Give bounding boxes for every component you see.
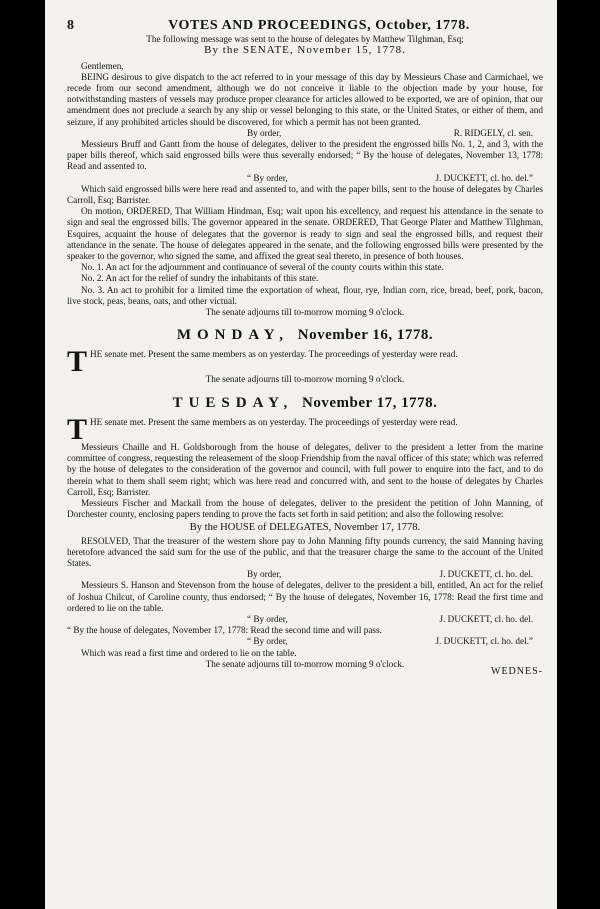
list-item: No. 2. An act for the relief of sundry the inhabitants of this state. — [81, 273, 319, 284]
tuesday-paragraph — [67, 412, 543, 446]
message-line: The following message was sent to the house of delegates by Matthew Tilghman, Esq; — [146, 34, 464, 45]
monday-text: HE senate met. Present the same members as on yesterday. The proceedings of yesterday were read. — [90, 349, 458, 360]
paragraph: Messieurs Chaille and H. Goldsborough from the house of delegates, deliver to the president a letter from the marine committee of congress, requesting the releasement of the sloop Friendship from the naval officer of this state; which was referred by the house of delegates to the consideration of the governor and council, with full power to enquire into the fact, and to do therein what to them shall seem right; which was here read and concurred with, and sent to the house of delegates by Charles Carroll, Esq; Barrister. — [67, 441, 543, 497]
by-order: “ By order, — [247, 613, 288, 624]
day-date: November 16, 1778. — [297, 327, 434, 344]
signature: J. DUCKETT, cl. ho. del.” — [435, 636, 533, 647]
paragraph: Messieurs S. Hanson and Stevenson from the house of delegates, deliver to the president a bill, entitled, An act for the relief of Joshua Chilcut, of Caroline county, thus endorsed; “ By the house of delegates, November 16, 1778: Read the first time and ordered to lie on the table. — [67, 580, 543, 613]
paragraph: Messieurs Fischer and Mackall from the house of delegates, deliver to the president the petition of John Manning, of Dorchester county, enclosing papers tending to prove the facts set forth in said petition; and also the following resolve: — [67, 497, 543, 520]
day-heading-monday — [67, 327, 543, 344]
drop-cap: T — [67, 345, 88, 379]
page-header — [67, 20, 543, 31]
document-page — [45, 0, 557, 909]
signature-line — [67, 636, 543, 647]
day-name: TUESDAY, — [172, 394, 294, 411]
tuesday-text: HE senate met. Present the same members as on yesterday. The proceedings of yesterday were read. — [90, 416, 458, 427]
by-order: “ By order, — [247, 172, 288, 183]
signature: R. RIDGELY, cl. sen. — [453, 127, 533, 138]
signature: J. DUCKETT, cl. ho. del. — [439, 569, 533, 580]
paragraph: Which was read a first time and ordered to lie on the table. — [81, 647, 297, 658]
paragraph: “ By the house of delegates, November 17, 1778: Read the second time and will pass. — [67, 625, 382, 636]
adjourn-line: The senate adjourns till to-morrow morning 9 o'clock. — [205, 658, 405, 669]
motion-paragraph: On motion, ORDERED, That William Hindman, Esq; wait upon his excellency, and request his attendance in the senate to sign and seal the engrossed bills. The governor appeared in the senate. ORDERED, That George Plater and Matthew Tilghman, Esquires, acquaint the house of delegates that the governor is ready to sign and seal the engrossed bills, and request their attendance in the senate. The house of delegates appeared in the senate, and the following engrossed bills were presented by the speaker to the governor, who signed the same, and affixed the great seal thereto, in presence of both houses. — [67, 206, 543, 262]
list-item: No. 3. An act to prohibit for a limited time the exportation of wheat, flour, rye, Indian corn, rice, bread, beef, pork, bacon, live stock, peas, beans, oats, and other victual. — [67, 284, 543, 306]
by-order: “ By order, — [247, 636, 288, 647]
signature: J. DUCKETT, cl. ho. del. — [439, 613, 533, 624]
assent-paragraph: Which said engrossed bills were here read and assented to, and with the paper bills, sent to the house of delegates by Charles Carroll, Esq; Barrister. — [67, 183, 543, 206]
monday-paragraph — [67, 345, 543, 379]
resolve-paragraph: RESOLVED, That the treasurer of the western shore pay to John Manning fifty pounds currency, the said Manning having heretofore advanced the said sum for the use of the public, and that the treasurer charge the same to the account of the United States. — [67, 535, 543, 568]
signature-line — [67, 614, 543, 625]
by-order: By order, — [247, 127, 282, 138]
bills-paragraph: Messieurs Bruff and Gantt from the house of delegates, deliver to the president the engrossed bills No. 1, 2, and 3, with the paper bills thereof, which said engrossed bills were thus severally endorsed; “ By the house of delegates, November 13, 1778: Read and assented to. — [67, 139, 543, 172]
day-name: MONDAY, — [176, 327, 290, 344]
signature-line — [67, 128, 543, 139]
drop-cap: T — [67, 412, 88, 446]
page-number: 8 — [67, 18, 75, 33]
signature-line — [67, 173, 543, 184]
catchword: WEDNES- — [491, 665, 543, 677]
adjourn-line: The senate adjourns till to-morrow morning 9 o'clock. — [205, 374, 405, 385]
day-heading-tuesday — [67, 394, 543, 411]
letter-body: BEING desirous to give dispatch to the act referred to in your message of this day by Messieurs Chase and Carmichael, we recede from our second amendment, although we do not conceive it liable to the objection made by your house, for notwithstanding masters of vessels may produce proper clearance for articles allowed to be exported, we are of opinion, that our amendment does not preclude a search by any ship or vessel belonging to this state, or the United States, or either of them, and seizure, if any prohibited articles should be discovered, for which a permit has not been granted. — [67, 71, 543, 127]
signature-line — [67, 569, 543, 580]
senate-dateline: By the SENATE, November 15, 1778. — [204, 44, 406, 57]
day-date: November 17, 1778. — [302, 394, 438, 411]
bill-list — [67, 262, 543, 307]
running-title: VOTES AND PROCEEDINGS, October, 1778. — [168, 18, 470, 33]
list-item: No. 1. An act for the adjournment and continuance of several of the county courts within this state. — [81, 262, 444, 273]
signature: J. DUCKETT, cl. ho. del.” — [435, 172, 533, 183]
house-dateline: By the HOUSE of DELEGATES, November 17, 1778. — [189, 522, 421, 534]
salutation: Gentlemen, — [81, 60, 124, 71]
by-order: By order, — [247, 569, 282, 580]
adjourn-line: The senate adjourns till to-morrow morning 9 o'clock. — [205, 307, 405, 318]
